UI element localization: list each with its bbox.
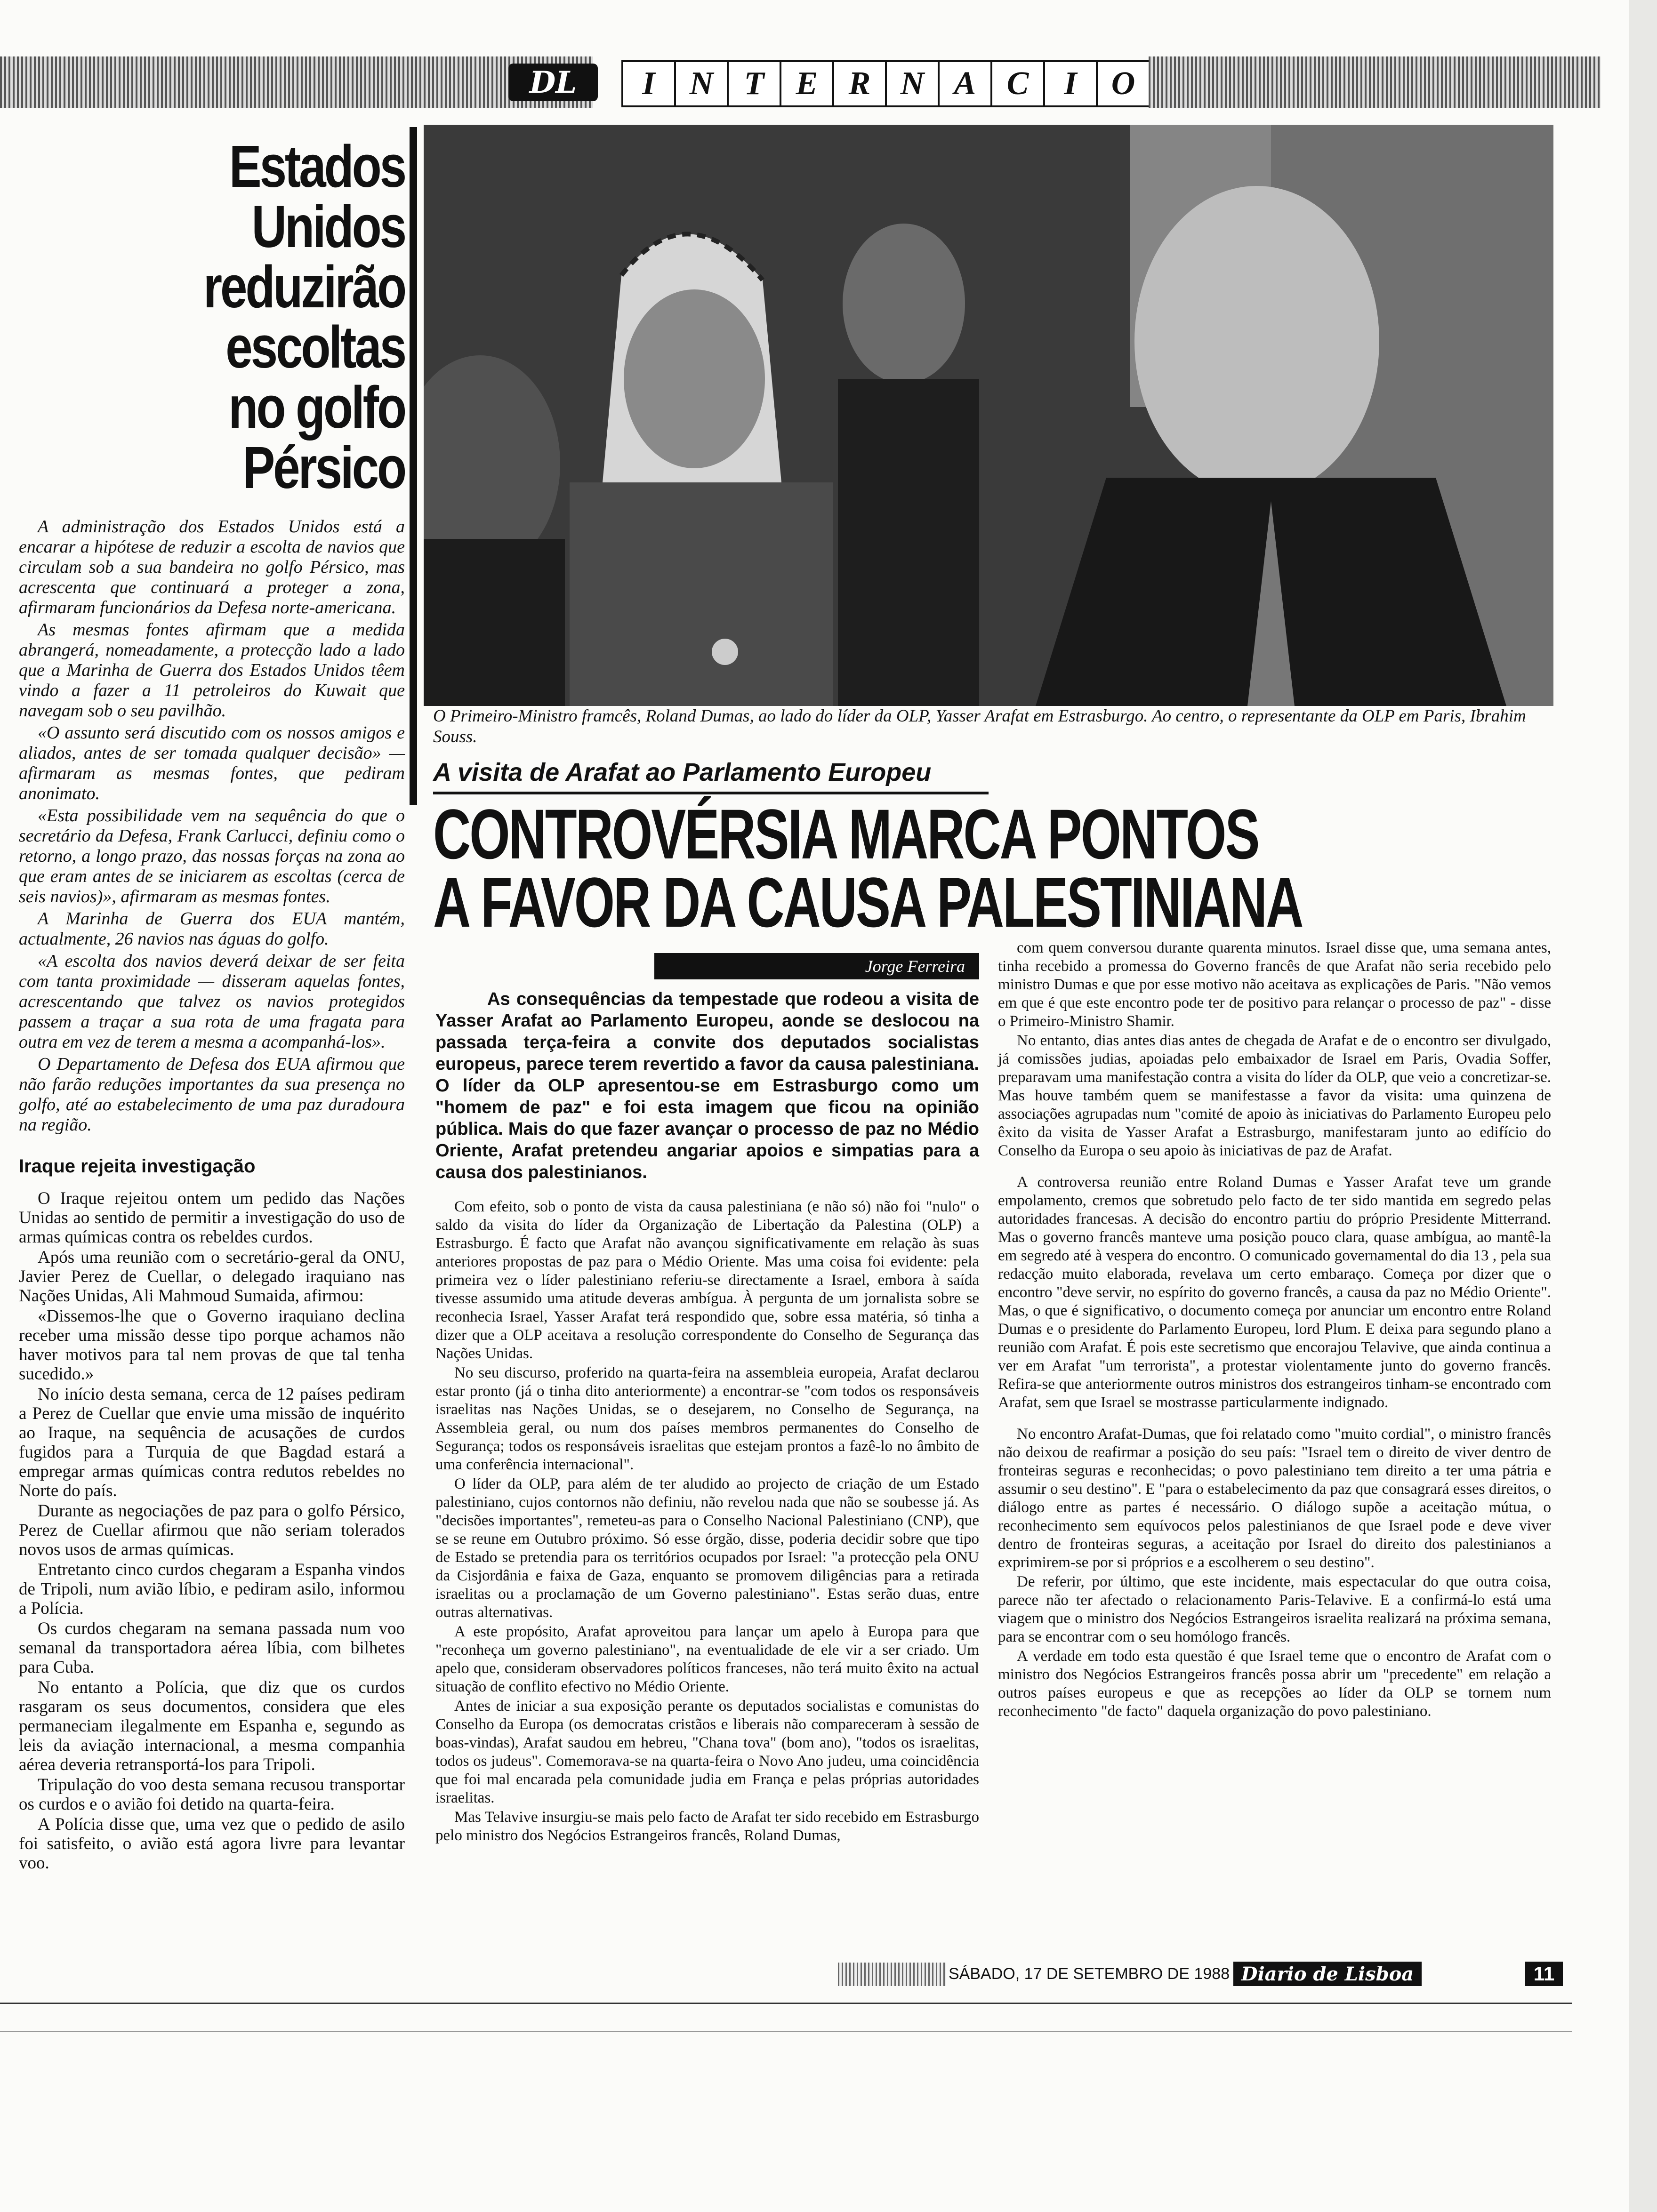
column-rule (410, 127, 417, 805)
paragraph-gap (998, 1413, 1551, 1425)
photo-illustration (424, 125, 1553, 706)
footer-rule (0, 2003, 1572, 2004)
body-paragraph: A Polícia disse que, uma vez que o pedido de asilo foi satisfeito, o avião está agora livre para levantar voo. (19, 1815, 405, 1873)
author-byline: Jorge Ferreira (654, 953, 979, 979)
body-paragraph: No início desta semana, cerca de 12 países pediram a Perez de Cuellar que envie uma missão de inquérito ao Iraque, na sequência de acusações de curdos fugidos para a Turquia de que Bagdad estará a empregar armas químicas contra redutos rebeldes no Norte do país. (19, 1385, 405, 1500)
article-paragraph: No entanto, dias antes dias antes de chegada de Arafat e de o encontro ser divulgado, já comissões judias, apoiadas pelo embaixador de Israel em Paris, Ovadia Soffer, preparavam uma manifestação contra a visita do líder da OLP, que veio a concretizar-se. Mas houve também quem se manifestasse a favor da visita: uma quinzena de associações agrupadas num "comité de apoio às iniciativas do Parlamento Europeu pelo êxito da visita de Yasser Arafat a Estrasburgo, manifestaram junto ao edifício do Conselho da Europa o seu apoio às iniciativas de paz de Arafat. (998, 1032, 1551, 1159)
footer-masthead: Diario de Lisboa (1233, 1962, 1422, 1986)
article-kicker: A visita de Arafat ao Parlamento Europeu (433, 758, 932, 786)
lead-paragraph: A Marinha de Guerra dos EUA mantém, actualmente, 26 navios nas águas do golfo. (19, 909, 405, 949)
main-headline (433, 794, 1303, 942)
photo-caption: O Primeiro-Ministro framcês, Roland Dumas, ao lado do líder da OLP, Yasser Arafat em Estrasburgo. Ao centro, o representante da OLP em Paris, Ibrahim Souss. (433, 706, 1526, 746)
body-paragraph: Os curdos chegaram na semana passada num voo semanal da transportadora aérea líbia, com bilhetes para Cuba. (19, 1619, 405, 1677)
body-paragraph: Tripulação do voo desta semana recusou transportar os curdos e o avião foi detido na quarta-feira. (19, 1775, 405, 1814)
body-paragraph: Durante as negociações de paz para o golfo Pérsico, Perez de Cuellar afirmou que não seriam tolerados novos usos de armas químicas. (19, 1501, 405, 1559)
left-subhead: Iraque rejeita investigação (19, 1156, 256, 1177)
left-headline-line: escoltas (225, 314, 405, 380)
header-texture-right (1149, 56, 1601, 108)
lead-paragraph: «O assunto será discutido com os nossos amigos e aliados, antes de ser tomada qualquer decisão» — afirmaram as mesmas fontes, que pediram anonimato. (19, 723, 405, 803)
lead-paragraph: A administração dos Estados Unidos está a encarar a hipótese de reduzir a escolta de navios que circulam sob a sua bandeira no golfo Pérsico, mas acrescenta que continuará a proteger a zona, afirmaram funcionários da Defesa norte-americana. (19, 517, 405, 617)
section-letter: R (832, 60, 887, 107)
intro-paragraph: As consequências da tempestade que rodeou a visita de Yasser Arafat ao Parlamento Europeu, aonde se deslocou na passada terça-feira a convite dos deputados socialistas europeus, parece terem revertido a favor da causa palestiniana. O líder da OLP apresentou-se em Estrasburgo como um "homem de paz" e foi esta imagem que ficou na opinião pública. Mais do que fazer avançar o processo de paz no Médio Oriente, Arafat pretendeu angariar apoios e simpatias para a causa dos palestinianos. (435, 989, 979, 1182)
main-headline-line: CONTROVÉRSIA MARCA PONTOS (433, 794, 1259, 874)
article-intro (435, 988, 979, 1183)
body-paragraph: Entretanto cinco curdos chegaram a Espanha vindos de Tripoli, num avião líbio, e pediram asilo, informou a Polícia. (19, 1560, 405, 1618)
page-number: 11 (1525, 1962, 1563, 1986)
body-paragraph: «Dissemos-lhe que o Governo iraquiano declina receber uma missão desse tipo porque achamos não haver motivos para tal nem provas de que tal tenha sucedido.» (19, 1306, 405, 1384)
header-texture-left (0, 56, 593, 108)
section-letter: N (885, 60, 940, 107)
body-paragraph: Após uma reunião com o secretário-geral da ONU, Javier Perez de Cuellar, o delegado iraquiano nas Nações Unidas, Ali Mahmoud Sumaida, afirmou: (19, 1248, 405, 1306)
lead-paragraph: As mesmas fontes afirmam que a medida abrangerá, nomeadamente, a protecção lado a lado que a Marinha de Guerra dos Estados Unidos têem vindo a fazer a 11 petroleiros do Kuwait que navegam sob o seu pavilhão. (19, 620, 405, 721)
article-paragraph: O líder da OLP, para além de ter aludido ao projecto de criação de um Estado palestiniano, cujos contornos não definiu, não revelou nada que não se soubesse já. As "decisões importantes", remeteu-as para o Conselho Nacional Palestiniano (CNP), que se se reune em Outubro próximo. Só esse órgão, disse, poderia decidir sobre que tipo de Estado se pretendia para os territórios ocupados por Israel: "a protecção pela ONU da Cisjordânia e faixa de Gaza, enquanto se promovem diligências para a retirada israelitas ou a proclamação de um Governo palestiniano". Estas serão duas, entre outras alternativas. (435, 1475, 979, 1621)
article-column-2 (998, 939, 1551, 1722)
article-paragraph: A controversa reunião entre Roland Dumas e Yasser Arafat teve um grande empolamento, cremos que sobretudo pelo facto de ter sido mantida em segredo pelas autoridades francesas. A decisão do encontro partiu do próprio Presidente Mitterrand. Mas o governo francês manteve uma posição pouco clara, quase ambígua, ao mantê-la em segredo até à vespera do encontro. O comunicado governamental do dia 13 , pela sua redacção muito elaborada, revelava um certo embaraço. Começa por dizer que o encontro "deve servir, no espírito do governo francês, a causa da paz no Médio Oriente". Mas, o que é significativo, o documento começa por anunciar um encontro entre Roland Dumas e o presidente do Parlamento Europeu, lord Plum. E deixa para segundo plano a reunião com Arafat. É pois este secretismo que encorajou Telavive, que ainda continua a ver em Arafat "um terrorista", a protestar violentamente junto do governo francês. Refira-se que anteriormente outros ministros dos estrangeiros tinham-se encontrado com Arafat, sem que Israel se mostrasse particularmente indignado. (998, 1174, 1551, 1411)
section-letter: O (1096, 60, 1150, 107)
left-headline-line: Estados Unidos (229, 133, 405, 260)
issue-date: SÁBADO, 17 DE SETEMBRO DE 1988 (949, 1965, 1230, 1983)
main-headline-line: A FAVOR DA CAUSA PALESTINIANA (433, 863, 1303, 942)
section-letter: I (621, 60, 676, 107)
section-letter: T (727, 60, 781, 107)
left-body (19, 1189, 405, 1873)
lead-paragraph: O Departamento de Defesa dos EUA afirmou que não farão reduções importantes da sua presença no golfo, até ao estabelecimento de uma paz duradoura na região. (19, 1054, 405, 1135)
article-paragraph: Mas Telavive insurgiu-se mais pelo facto de Arafat ter sido recebido em Estrasburgo pelo ministro dos Negócios Estrangeiros francês, Roland Dumas, (435, 1809, 979, 1844)
section-letter: A (938, 60, 992, 107)
article-column-1 (435, 1198, 979, 1846)
section-letter: I (1043, 60, 1098, 107)
article-paragraph: Com efeito, sob o ponto de vista da causa palestiniana (e não só) não foi "nulo" o saldo da visita do líder da Organização de Libertação da Palestina (OLP) a Estrasburgo. É facto que Arafat não avançou significativamente em relação às suas anteriores propostas de paz para o Médio Oriente. Mas uma coisa foi evidente: pela primeira vez o líder palestiniano referiu-se directamente a Israel, embora à saída tivesse assumido uma atitude deveras ambígua. À pergunta de um jornalista sobre se reconhecia Israel, Yasser Arafat terá respondido que, sobre essa matéria, só tinha a dizer que a OLP aceitava a resolução correspondente do Conselho de Segurança das Nações Unidas. (435, 1198, 979, 1362)
article-paragraph: com quem conversou durante quarenta minutos. Israel disse que, uma semana antes, tinha recebido a promessa do Governo francês de que Arafat não seria recebido pelo ministro Dumas e que por esse motivo não aceitava as explicações de Paris. "Não vemos em que é que este encontro pode ter de positivo para relançar o processo de paz" - disse o Primeiro-Ministro Shamir. (998, 939, 1551, 1030)
article-paragraph: A verdade em todo esta questão é que Israel teme que o encontro de Arafat com o ministro dos Negócios Estrangeiros francês possa abrir um "precedente" em relação a outros países europeus e que as recepções ao líder da OLP se tornem num reconhecimento "de facto" daquela organização do povo palestiniano. (998, 1648, 1551, 1720)
left-headline (88, 133, 405, 501)
body-paragraph: No entanto a Polícia, que diz que os curdos rasgaram os seus documentos, considera que eles permaneciam ilegalmente em Espanha e, segundo as leis da aviação internacional, a mesma companhia aérea deveria retransportá-los para Tripoli. (19, 1678, 405, 1774)
lead-paragraph: «Esta possibilidade vem na sequência do que o secretário da Defesa, Frank Carlucci, definiu como o retorno, a longo prazo, das nossas forças na zona ao que eram antes de se iniciarem as escoltas (cerca de seis navios)», afirmaram as mesmas fontes. (19, 806, 405, 906)
paragraph-gap (998, 1161, 1551, 1173)
section-letter: C (990, 60, 1045, 107)
article-paragraph: No seu discurso, proferido na quarta-feira na assembleia europeia, Arafat declarou estar pronto (já o tinha dito anteriormente) a encontrar-se "com todos os responsáveis israelitas nas Nações Unidas, se o desejarem, no Conselho de Segurança, na Assembleia geral, ou num dos países membros permanentes do Conselho de Segurança; todos os responsáveis israelitas que estejam prontos a fazê-lo no âmbito de uma conferência internacional". (435, 1364, 979, 1473)
section-letter: E (780, 60, 834, 107)
page-edge (1629, 0, 1657, 2212)
left-headline-line: no golfo Pérsico (228, 374, 405, 501)
left-article (19, 133, 405, 1874)
body-paragraph: O Iraque rejeitou ontem um pedido das Nações Unidas ao sentido de permitir a investigação do uso de armas químicas contra os rebeldes curdos. (19, 1189, 405, 1247)
left-headline-line: reduzirão (203, 254, 405, 320)
section-letter: N (674, 60, 729, 107)
footer-rule-thin (0, 2031, 1572, 2032)
article-paragraph: No encontro Arafat-Dumas, que foi relatado como "muito cordial", o ministro francês não deixou de reafirmar a posição do seu país: "Israel tem o direito de viver dentro de fronteiras seguras e reconhecidas; o povo palestiniano tem direito a ter uma pátria e assumir o seu destino". E "para o estabelecimento da paz que consagrará esses direitos, o diálogo entre as partes é necessário. O diálogo supõe a aceitação mútua, o reconhecimento sem equívocos pelos palestinianos de que Israel pode e deve viver dentro de fronteiras seguras, a aceitação por Israel do direito dos palestinianos a exprimirem-se por si próprios e a escolherem o seu destino". (998, 1426, 1551, 1571)
dl-logo: DL (508, 64, 598, 101)
news-photo (424, 125, 1553, 706)
article-paragraph: Antes de iniciar a sua exposição perante os deputados socialistas e comunistas do Conselho da Europa (os democratas cristãos e liberais não compareceram à sessão de boas-vindas), Arafat saudou em hebreu, "Chana tova" (bom ano), "todos os israelitas, todos os judeus". Comemorava-se na quarta-feira o Novo Ano judeu, uma coincidência que foi mal encarada pela comunidade judia em França e pelas próprias autoridades israelitas. (435, 1698, 979, 1806)
article-paragraph: A este propósito, Arafat aproveitou para lançar um apelo à Europa para que "reconheça um governo palestiniano", na eventualidade de ele vir a ser criado. Um apelo que, consideram observadores políticos franceses, não terá muito êxito na actual situação de conflito efectivo no Médio Oriente. (435, 1623, 979, 1695)
left-lead (19, 517, 405, 1135)
footer-texture (838, 1963, 946, 1986)
lead-paragraph: «A escolta dos navios deverá deixar de ser feita com tanta proximidade — disseram aquelas fontes, acrescentando que talvez os navios protegidos passem a traçar a sua rota de uma fragata para outra em vez de terem a mesma a acompanhá-los». (19, 951, 405, 1052)
article-paragraph: De referir, por último, que este incidente, mais espectacular do que outra coisa, parece não ter afectado o relacionamento Paris-Telavive. E a confirmá-lo está uma viagem que o ministro dos Negócios Estrangeiros israelita realizará na próxima semana, para se encontrar com o seu homólogo francês. (998, 1573, 1551, 1645)
